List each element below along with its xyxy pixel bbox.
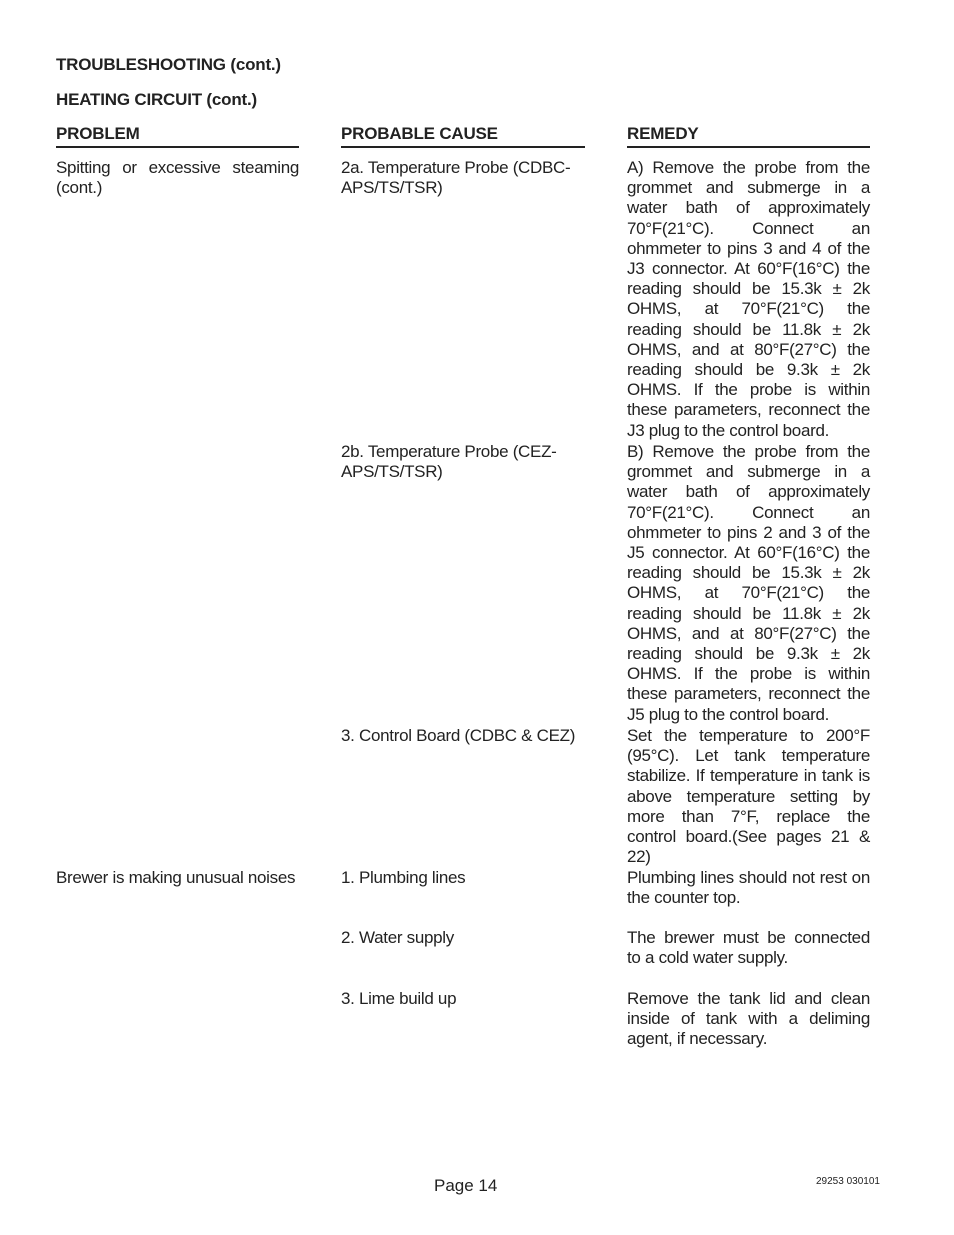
section-subtitle: HEATING CIRCUIT (cont.) xyxy=(56,90,257,109)
cause-cell: 2. Water supply xyxy=(341,928,454,947)
document-code: 29253 030101 xyxy=(816,1176,880,1187)
column-header-problem: PROBLEM xyxy=(56,124,299,148)
column-header-cause: PROBABLE CAUSE xyxy=(341,124,585,148)
cause-cell: 2a. Temperature Probe (CDBC-APS/TS/TSR) xyxy=(341,158,571,198)
remedy-cell: The brewer must be connected to a cold water supply. xyxy=(627,928,870,968)
cause-cell: 3. Control Board (CDBC & CEZ) xyxy=(341,726,576,745)
remedy-cell: B) Remove the probe from the grommet and submerge in a water bath of approximately 70°F(21°C). Connect an ohmmeter to pins 2 and 3 of the J5 connector. At 60°F(16°C) the reading should be 15.3k ± 2k OHMS, at 70°F(21°C) the reading should be 11.8k ± 2k OHMS, and at 80°F(27°C) the reading should be 9.3k ± 2k OHMS. If the probe is within these parameters, reconnect the J5 plug to the control board. xyxy=(627,442,870,724)
problem-cell: Brewer is making unusual noises xyxy=(56,868,296,887)
remedy-cell: Plumbing lines should not rest on the counter top. xyxy=(627,868,870,908)
column-header-remedy: REMEDY xyxy=(627,124,870,148)
remedy-cell: A) Remove the probe from the grommet and submerge in a water bath of approximately 70°F(21°C). Connect an ohmmeter to pins 3 and 4 of the J3 connector. At 60°F(16°C) the reading should be 15.3k ± 2k OHMS, at 70°F(21°C) the reading should be 11.8k ± 2k OHMS, and at 80°F(27°C) the reading should be 9.3k ± 2k OHMS. If the probe is within these parameters, reconnect the J3 plug to the control board. xyxy=(627,158,870,440)
remedy-cell: Remove the tank lid and clean inside of tank with a deliming agent, if necessary. xyxy=(627,989,870,1049)
remedy-cell: Set the temperature to 200°F (95°C). Let tank temperature stabilize. If temperature in tank is above temperature setting by more than 7°F, replace the control board.(See pages 21 & 22) xyxy=(627,726,870,867)
problem-cell: Spitting or excessive steaming (cont.) xyxy=(56,158,299,198)
page-number: Page 14 xyxy=(434,1176,498,1195)
cause-cell: 2b. Temperature Probe (CEZ-APS/TS/TSR) xyxy=(341,442,557,482)
section-title: TROUBLESHOOTING (cont.) xyxy=(56,55,281,74)
cause-cell: 3. Lime build up xyxy=(341,989,457,1008)
cause-cell: 1. Plumbing lines xyxy=(341,868,466,887)
